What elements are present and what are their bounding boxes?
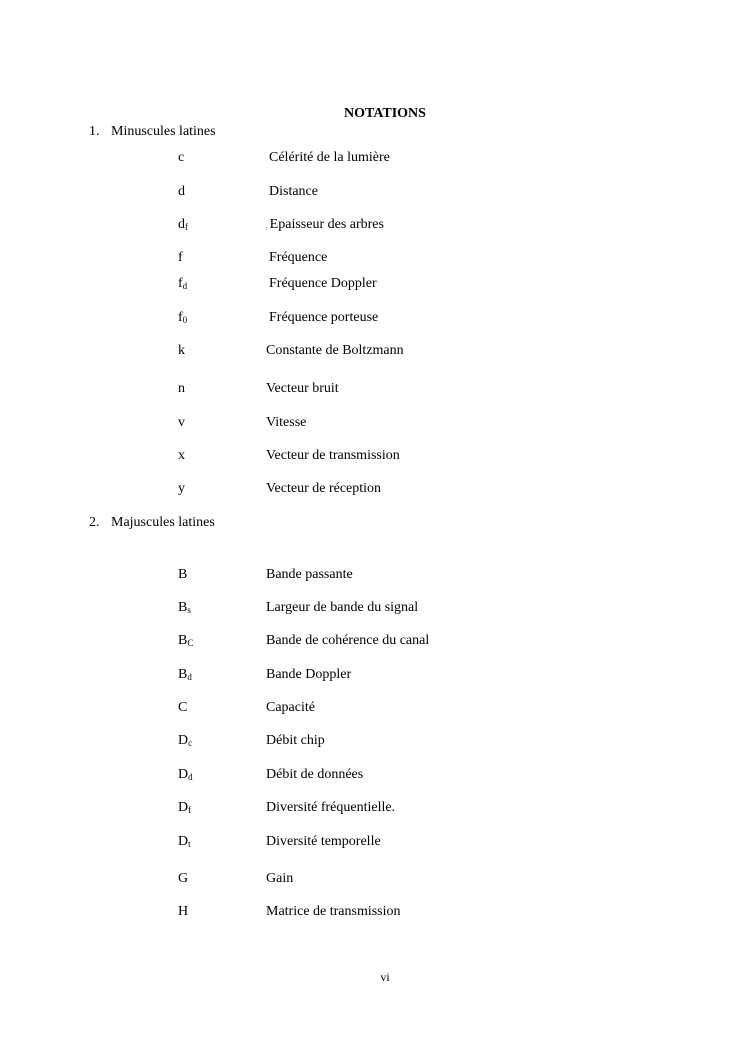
- notation-row: [0, 276, 745, 294]
- notation-symbol: k: [178, 343, 185, 358]
- notation-row: [0, 871, 745, 889]
- notation-row: [0, 600, 745, 618]
- notation-row: [0, 150, 745, 168]
- notation-description: Fréquence: [269, 250, 328, 265]
- notation-description: Débit chip: [266, 733, 325, 748]
- notation-description: Fréquence Doppler: [269, 276, 377, 291]
- notation-row: [0, 184, 745, 202]
- notation-description: Vecteur de réception: [266, 481, 382, 496]
- notation-description: Bande Doppler: [266, 667, 352, 682]
- notation-description: Vecteur de transmission: [266, 448, 400, 463]
- notation-symbol: y: [178, 481, 185, 496]
- notation-description: Bande de cohérence du canal: [266, 633, 430, 648]
- section-number: 2.: [89, 515, 100, 530]
- notation-symbol: B: [178, 567, 188, 582]
- notation-symbol: $D_t$: [178, 834, 191, 849]
- notation-symbol: n: [178, 381, 185, 396]
- notation-symbol: $D_c$: [178, 733, 193, 748]
- notation-description: Diversité temporelle: [266, 834, 381, 849]
- notation-symbol: $B_C$: [178, 633, 194, 648]
- page-title: NOTATIONS: [344, 106, 426, 121]
- notation-description: Fréquence porteuse: [269, 310, 379, 325]
- notation-description: Diversité fréquentielle.: [266, 800, 396, 815]
- notation-row: [0, 415, 745, 433]
- notation-row: [0, 633, 745, 651]
- notation-symbol: $f_d$: [178, 276, 188, 291]
- notation-symbol: H: [178, 904, 189, 919]
- notation-row: [0, 700, 745, 718]
- notation-description: : Epaisseur des arbres: [266, 217, 384, 232]
- notation-description: Constante de Boltzmann: [266, 343, 404, 358]
- notation-description: Largeur de bande du signal: [266, 600, 419, 615]
- notation-row: [0, 834, 745, 852]
- notation-symbol: $d_f$: [178, 217, 188, 232]
- notation-description: Bande passante: [266, 567, 353, 582]
- notation-symbol: C: [178, 700, 188, 715]
- notation-symbol: $B_s$: [178, 600, 191, 615]
- notation-symbol: v: [178, 415, 185, 430]
- stray-mark: :: [266, 226, 268, 232]
- section-title: Majuscules latines: [111, 515, 215, 530]
- notation-description: Célérité de la lumière: [269, 150, 390, 165]
- notation-description: Distance: [269, 184, 318, 199]
- notation-symbol: $D_f$: [178, 800, 192, 815]
- notation-description: Débit de données: [266, 767, 364, 782]
- notation-row: [0, 904, 745, 922]
- notation-row: [0, 767, 745, 785]
- notation-row: [0, 567, 745, 585]
- notation-symbol: $B_d$: [178, 667, 192, 682]
- section-title: Minuscules latines: [111, 124, 216, 139]
- section-number: 1.: [89, 124, 100, 139]
- notation-symbol: c: [178, 150, 185, 165]
- notation-row: [0, 481, 745, 499]
- section-heading-uppercase: [89, 515, 215, 531]
- notation-row: [0, 667, 745, 685]
- notation-row: [0, 343, 745, 361]
- notation-symbol: f: [178, 250, 183, 265]
- notation-row: [0, 800, 745, 818]
- notation-description: Matrice de transmission: [266, 904, 401, 919]
- notation-description: Capacité: [266, 700, 315, 715]
- notation-symbol: d: [178, 184, 185, 199]
- notation-description: Gain: [266, 871, 294, 886]
- notation-row: [0, 250, 745, 268]
- notation-row: [0, 310, 745, 328]
- section-heading-lowercase: [89, 124, 216, 140]
- notation-description: Vitesse: [266, 415, 307, 430]
- notation-row: [0, 381, 745, 399]
- notation-row: [0, 217, 745, 235]
- page-number: vi: [380, 970, 390, 984]
- notation-description: Vecteur bruit: [266, 381, 339, 396]
- notation-symbol: x: [178, 448, 185, 463]
- notation-row: [0, 448, 745, 466]
- notation-row: [0, 733, 745, 751]
- notation-symbol: G: [178, 871, 189, 886]
- notation-symbol: $f_0$: [178, 310, 188, 325]
- notation-symbol: $D_d$: [178, 767, 193, 782]
